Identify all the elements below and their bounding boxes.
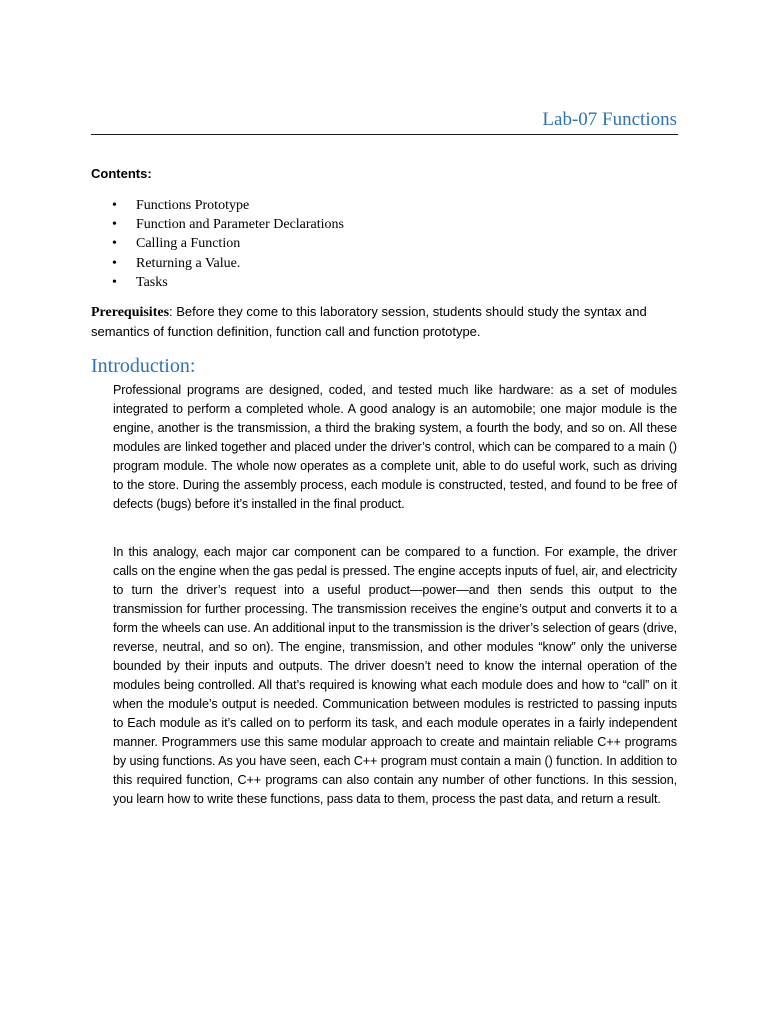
header-divider [91, 134, 678, 135]
list-item-label: Tasks [136, 274, 168, 290]
page-header-title: Lab-07 Functions [542, 109, 677, 130]
bullet-icon: • [112, 274, 117, 290]
list-item [112, 254, 344, 273]
contents-list [112, 196, 344, 292]
list-item-label: Function and Parameter Declarations [136, 217, 344, 233]
bullet-icon: • [112, 217, 117, 233]
intro-paragraph-1: Professional programs are designed, coded, and tested much like hardware: as a set of modules integrated to perform a completed whole. A good analogy is an automobile; one major module is the engine, another is the transmission, a third the braking system, a fourth the body, and so on. All these modules are linked together and placed under the driver’s control, which can be compared to a main () program module. The whole now operates as a complete unit, able to do useful work, such as driving to the store. During the assembly process, each module is constructed, tested, and found to be free of defects (bugs) before it’s installed in the final product. [113, 383, 677, 511]
bullet-icon: • [112, 198, 117, 213]
list-item-label: Returning a Value. [136, 255, 241, 271]
bullet-icon: • [112, 236, 117, 252]
prerequisites-paragraph [91, 302, 681, 341]
intro-paragraph-2: In this analogy, each major car component can be compared to a function. For example, the driver calls on the engine when the gas pedal is pressed. The engine accepts inputs of fuel, air, and electricity to turn the driver’s request into a useful product—power—and then sends this output to the transmission for further processing. The transmission receives the engine’s output and converts it to a form the wheels can use. An additional input to the transmission is the driver’s selection of gears (drive, reverse, neutral, and so on). The engine, transmission, and other modules “know” only the universe bounded by their inputs and outputs. The driver doesn’t need to know the internal operation of the modules being controlled. All that’s required is knowing what each module does and how to “call” on it when the module’s output is needed. Communication between modules is restricted to passing inputs to Each module as it’s called on to perform its task, and each module operates in a fairly independent manner. Programmers use this same modular approach to create and maintain reliable C++ programs by using functions. As you have seen, each C++ program must contain a main () function. In addition to this required function, C++ programs can also contain any number of other functions. In this session, you learn how to write these functions, pass data to them, process the past data, and return a result. [113, 545, 677, 806]
introduction-heading: Introduction: [91, 355, 196, 377]
list-item-label: Functions Prototype [136, 198, 250, 213]
prerequisites-label: Prerequisites [91, 305, 170, 320]
contents-heading: Contents: [91, 166, 152, 181]
list-item [112, 196, 344, 215]
list-item [112, 273, 344, 292]
list-item [112, 234, 344, 253]
list-item [112, 215, 344, 234]
list-item-label: Calling a Function [136, 236, 241, 252]
prerequisites-text: : Before they come to this laboratory session, students should study the syntax and semantics of function definition, function call and function prototype. [91, 304, 647, 339]
bullet-icon: • [112, 255, 117, 271]
